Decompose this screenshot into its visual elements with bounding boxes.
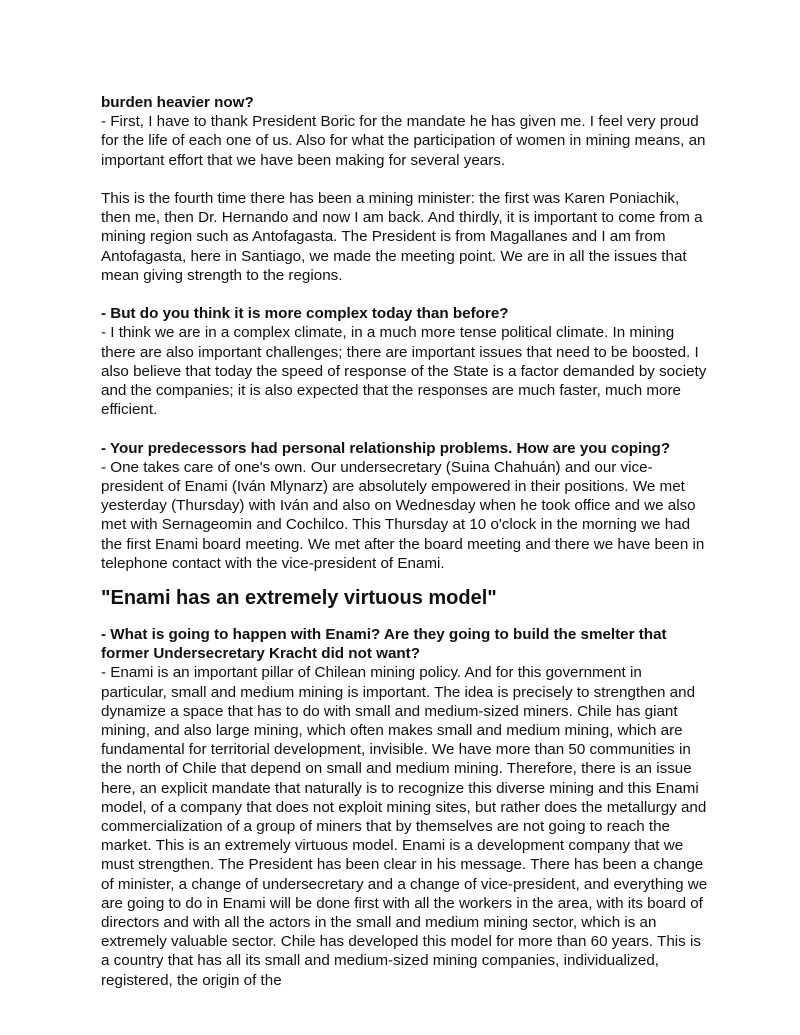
interview-question: - What is going to happen with Enami? Are they going to build the smelter that former Undersecretary Kracht did not want? bbox=[101, 626, 667, 663]
interview-answer: - First, I have to thank President Boric for the mandate he has given me. I feel very proud for the life of each one of us. Also for what the participation of women in mining means, an important effort that we have been making for several years. bbox=[101, 113, 706, 169]
interview-answer: - Enami is an important pillar of Chilean mining policy. And for this government in particular, small and medium mining is important. The idea is precisely to strengthen and dynamize a space that has to do with small and medium-sized miners. Chile has giant mining, and also large mining, which often makes small and medium mining, which are fundamental for territorial development, invisible. We have more than 50 communities in the north of Chile that depend on small and medium mining. Therefore, there is an issue here, an explicit mandate that naturally is to recognize this diverse mining and this Enami model, of a company that does not exploit mining sites, but rather does the metallurgy and commercialization of a group of miners that by themselves are not going to reach the market. This is an extremely virtuous model. Enami is a development company that we must strengthen. The President has been clear in his message. There has been a change of minister, a change of undersecretary and a change of vice-president, and everything we are going to do in Enami will be done first with all the workers in the area, with its board of directors and with all the actors in the small and medium mining sector, which is an extremely valuable sector. Chile has developed this model for more than 60 years. This is a country that has all its small and medium-sized mining companies, individualized, registered, the origin of the bbox=[101, 664, 708, 989]
paragraph-spacer bbox=[101, 285, 711, 304]
interview-answer: - I think we are in a complex climate, in a much more tense political climate. In mining there are also important challenges; there are important issues that need to be boosted. I also believe that today the speed of response of the State is a factor demanded by society and the companies; it is also expected that the responses are much faster, much more efficient. bbox=[101, 324, 707, 419]
section-heading: "Enami has an extremely virtuous model" bbox=[101, 587, 497, 610]
paragraph-spacer bbox=[101, 419, 711, 438]
interview-question: - Your predecessors had personal relationship problems. How are you coping? bbox=[101, 439, 671, 457]
interview-answer: - One takes care of one's own. Our undersecretary (Suina Chahuán) and our vice-president of Enami (Iván Mlynarz) are absolutely empowered in their positions. We met yesterday (Thursday) with Iván and also on Wednesday when he took office and we also met with Sernageomin and Cochilco. This Thursday at 10 o'clock in the morning we had the first Enami board meeting. We met after the board meeting and there we have been in telephone contact with the vice-president of Enami. bbox=[101, 458, 705, 572]
document-page bbox=[101, 93, 711, 990]
interview-question: - But do you think it is more complex today than before? bbox=[101, 305, 509, 323]
paragraph-spacer bbox=[101, 170, 711, 189]
paragraph: This is the fourth time there has been a mining minister: the first was Karen Poniachik, then me, then Dr. Hernando and now I am back. And thirdly, it is important to come from a mining region such as Antofagasta. The President is from Magallanes and I am from Antofagasta, here in Santiago, we made the meeting point. We are in all the issues that mean giving strength to the regions. bbox=[101, 190, 703, 284]
interview-question: burden heavier now? bbox=[101, 94, 254, 111]
